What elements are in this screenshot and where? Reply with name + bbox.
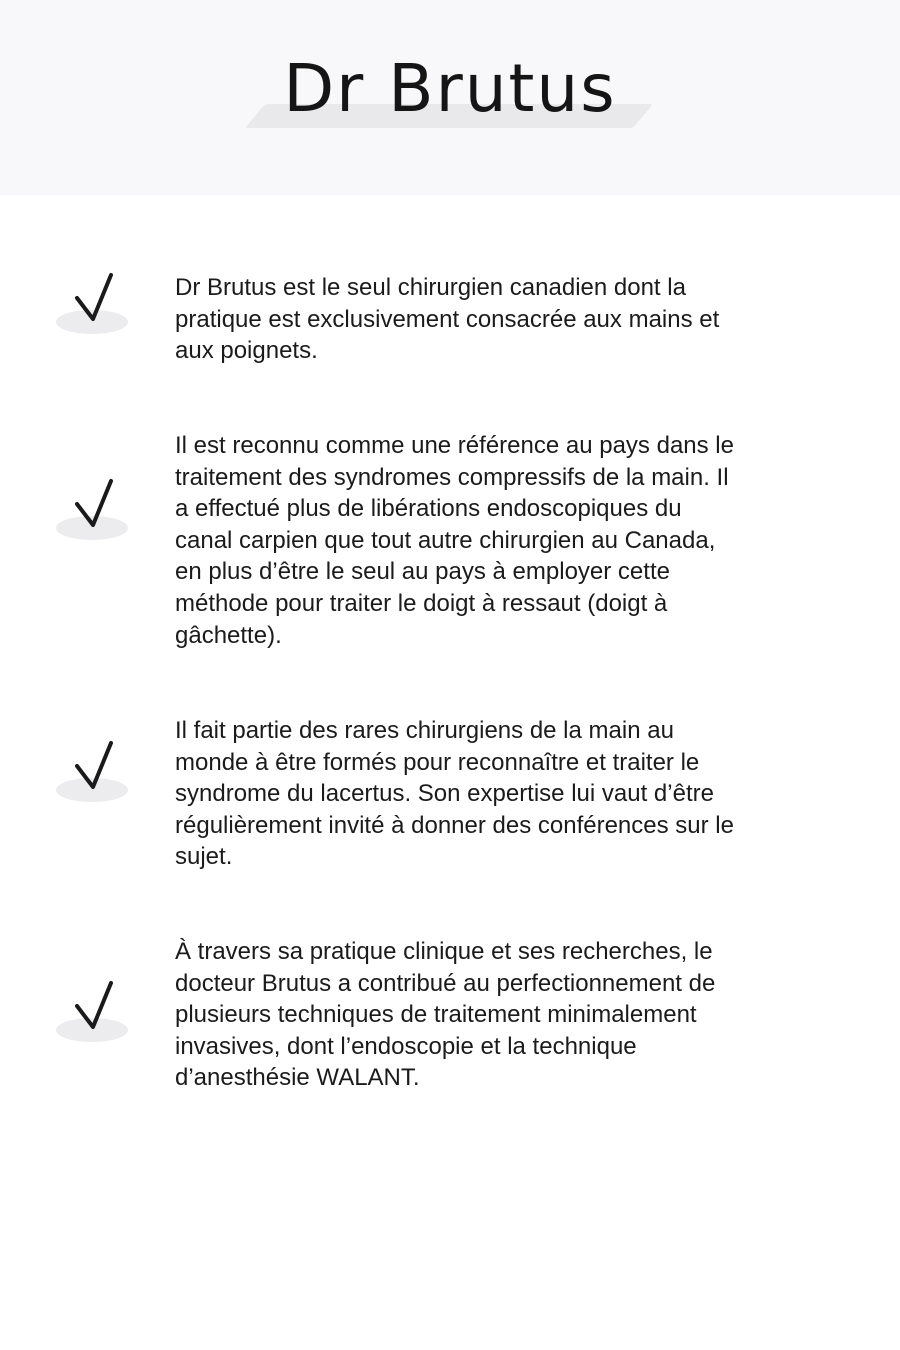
page-title: Dr Brutus xyxy=(283,50,617,127)
checkmark-badge xyxy=(56,478,130,542)
checkmark-badge xyxy=(56,272,130,336)
list-item-text: Il fait partie des rares chirurgiens de la main au monde à être formés pour reconnaître et traiter le syndrome du lacertus. Son expertise lui vaut d’être régulièrement invité à donner des conférences sur le sujet. xyxy=(175,717,734,871)
list-item-text: À travers sa pratique clinique et ses recherches, le docteur Brutus a contribué au perfectionnement de plusieurs techniques de traitement minimalement invasives, dont l’endoscopie et la technique d’anesthésie WALANT. xyxy=(175,938,716,1092)
list-item-text: Il est reconnu comme une référence au pays dans le traitement des syndromes compressifs de la main. Il a effectué plus de libérations endoscopiques du canal carpien que tout autre chirurgien au Canada, en plus d’être le seul au pays à employer cette méthode pour traiter le doigt à ressaut (doigt à gâchette). xyxy=(175,432,734,649)
checkmark-icon xyxy=(74,478,114,530)
list-item-text: Dr Brutus est le seul chirurgien canadien dont la pratique est exclusivement consacrée aux mains et aux poignets. xyxy=(175,274,720,365)
checkmark-icon xyxy=(74,272,114,324)
checkmark-icon xyxy=(74,980,114,1032)
checkmark-icon xyxy=(74,740,114,792)
page-header xyxy=(0,0,900,195)
checkmark-badge xyxy=(56,980,130,1044)
checkmark-badge xyxy=(56,740,130,804)
